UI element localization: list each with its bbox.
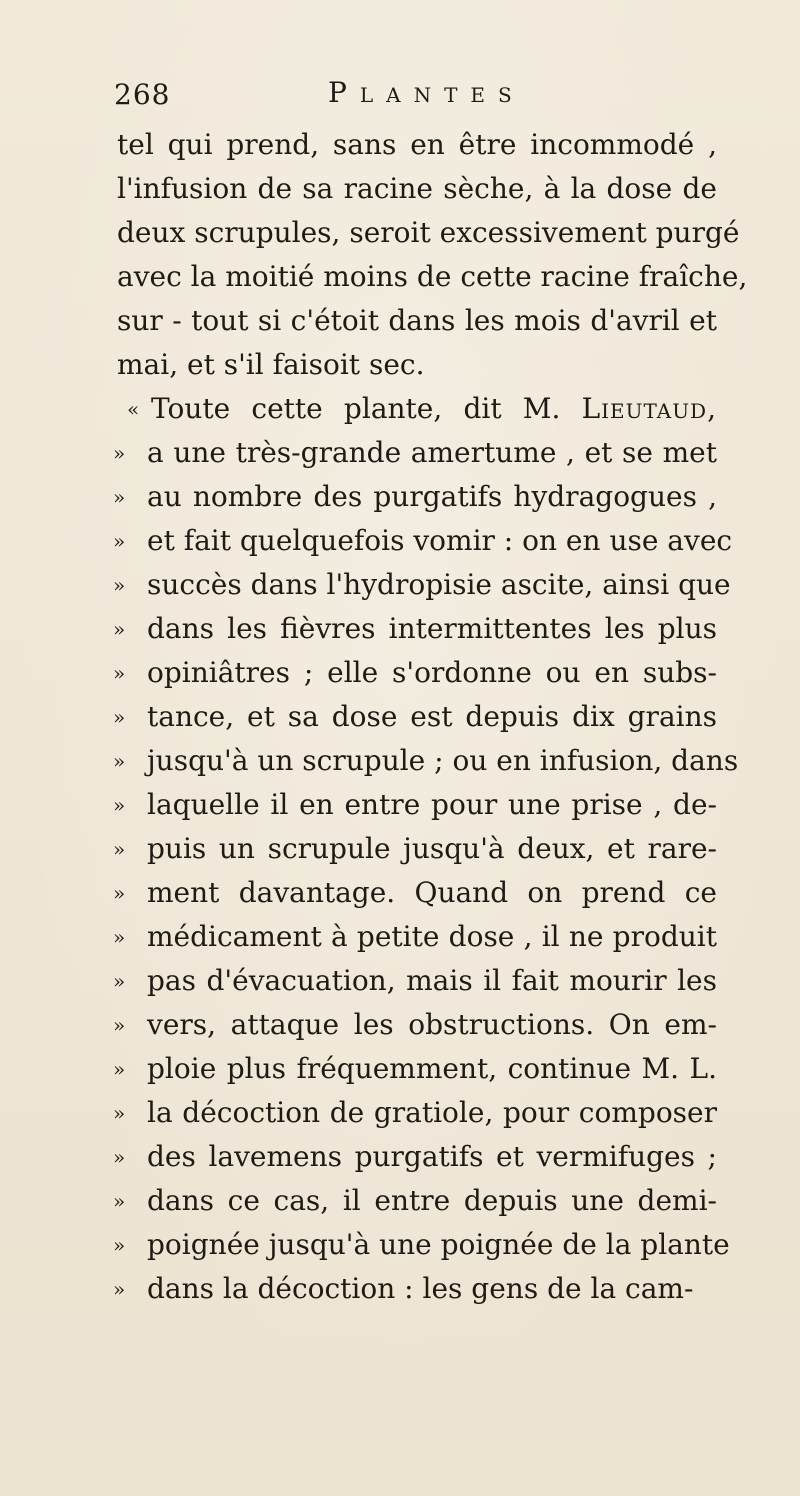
quote-line-text: tance, et sa dose est depuis dix grains <box>147 700 717 733</box>
quote-line <box>113 827 717 871</box>
quote-line <box>113 739 739 783</box>
quote-line-text: au nombre des purgatifs hydragogues , <box>147 480 717 513</box>
quote-line <box>113 783 717 827</box>
quote-line <box>113 1003 717 1047</box>
continuation-guillemet: » <box>113 881 126 905</box>
continuation-guillemet: » <box>113 1145 126 1169</box>
continuation-guillemet: » <box>113 1101 126 1125</box>
quote-first-line <box>117 387 717 431</box>
quote-line <box>113 1267 717 1311</box>
quote-line-text: laquelle il en entre pour une prise , de- <box>147 788 717 821</box>
continuation-guillemet: » <box>113 1189 126 1213</box>
quote-line-text: dans la décoction : les gens de la cam- <box>147 1272 694 1305</box>
continuation-guillemet: » <box>113 1233 126 1257</box>
continuation-guillemet: » <box>113 573 126 597</box>
text-line: avec la moitié moins de cette racine fraîche, <box>117 260 748 293</box>
paragraph-1 <box>117 123 748 387</box>
continuation-guillemet: » <box>113 705 126 729</box>
quote-line-text: des lavemens purgatifs et vermifuges ; <box>147 1140 717 1173</box>
quote-line <box>113 607 717 651</box>
quote-line-text: la décoction de gratiole, pour composer <box>147 1096 717 1129</box>
quote-line-text: ment davantage. Quand on prend ce <box>147 876 717 909</box>
continuation-guillemet: » <box>113 441 126 465</box>
text-line: l'infusion de sa racine sèche, à la dose de <box>117 172 717 205</box>
author-name: Lieutaud, <box>581 392 717 425</box>
continuation-guillemet: » <box>113 1057 126 1081</box>
quote-line-text: pas d'évacuation, mais il fait mourir les <box>147 964 717 997</box>
text-line: mai, et s'il faisoit sec. <box>117 348 425 381</box>
continuation-guillemet: » <box>113 793 126 817</box>
quote-line <box>113 695 717 739</box>
continuation-guillemet: » <box>113 925 126 949</box>
quote-line-text: vers, attaque les obstructions. On em- <box>147 1008 717 1041</box>
quote-line-text: opiniâtres ; elle s'ordonne ou en subs- <box>147 656 717 689</box>
quote-line-text: poignée jusqu'à une poignée de la plante <box>147 1228 730 1261</box>
continuation-guillemet: » <box>113 485 126 509</box>
quote-line-text: dans ce cas, il entre depuis une demi- <box>147 1184 717 1217</box>
quotation <box>113 387 739 1311</box>
quote-line <box>113 431 717 475</box>
body-text <box>113 123 748 1311</box>
quote-line <box>113 871 717 915</box>
quote-first-line-body: Toute cette plante, dit M. <box>151 392 561 425</box>
quote-lines <box>113 431 739 1311</box>
continuation-guillemet: » <box>113 749 126 773</box>
quote-line <box>113 475 717 519</box>
continuation-guillemet: » <box>113 617 126 641</box>
continuation-guillemet: » <box>113 1277 126 1301</box>
quote-line-text: puis un scrupule jusqu'à deux, et rare- <box>147 832 717 865</box>
quote-line <box>113 1091 717 1135</box>
quote-line <box>113 1223 730 1267</box>
quote-line <box>113 959 717 1003</box>
quote-line <box>113 915 717 959</box>
quote-line-text: ploie plus fréquemment, continue M. L. <box>147 1052 717 1085</box>
page-number: 268 <box>114 78 171 111</box>
text-line: tel qui prend, sans en être incommodé , <box>117 128 717 161</box>
quote-line <box>113 1135 717 1179</box>
quote-line-text: dans les fièvres intermittentes les plus <box>147 612 717 645</box>
continuation-guillemet: » <box>113 969 126 993</box>
quote-line <box>113 1047 717 1091</box>
page-header <box>114 78 674 118</box>
continuation-guillemet: » <box>113 1013 126 1037</box>
continuation-guillemet: » <box>113 529 126 553</box>
text-line: sur - tout si c'étoit dans les mois d'avril et <box>117 304 717 337</box>
quote-line <box>113 1179 717 1223</box>
quote-line <box>113 519 733 563</box>
quote-first-line-text <box>151 387 717 431</box>
quote-line-text: jusqu'à un scrupule ; ou en infusion, dans <box>147 744 739 777</box>
quote-line <box>113 651 717 695</box>
continuation-guillemet: » <box>113 661 126 685</box>
quote-line-text: a une très-grande amertume , et se met <box>147 436 717 469</box>
opening-guillemet: « <box>127 397 140 421</box>
quote-line-text: médicament à petite dose , il ne produit <box>147 920 717 953</box>
continuation-guillemet: » <box>113 837 126 861</box>
quote-line <box>113 563 731 607</box>
running-head: Plantes <box>328 76 525 109</box>
quote-line-text: succès dans l'hydropisie ascite, ainsi que <box>147 568 731 601</box>
text-line: deux scrupules, seroit excessivement purgé <box>117 216 740 249</box>
quote-line-text: et fait quelquefois vomir : on en use avec <box>147 524 733 557</box>
